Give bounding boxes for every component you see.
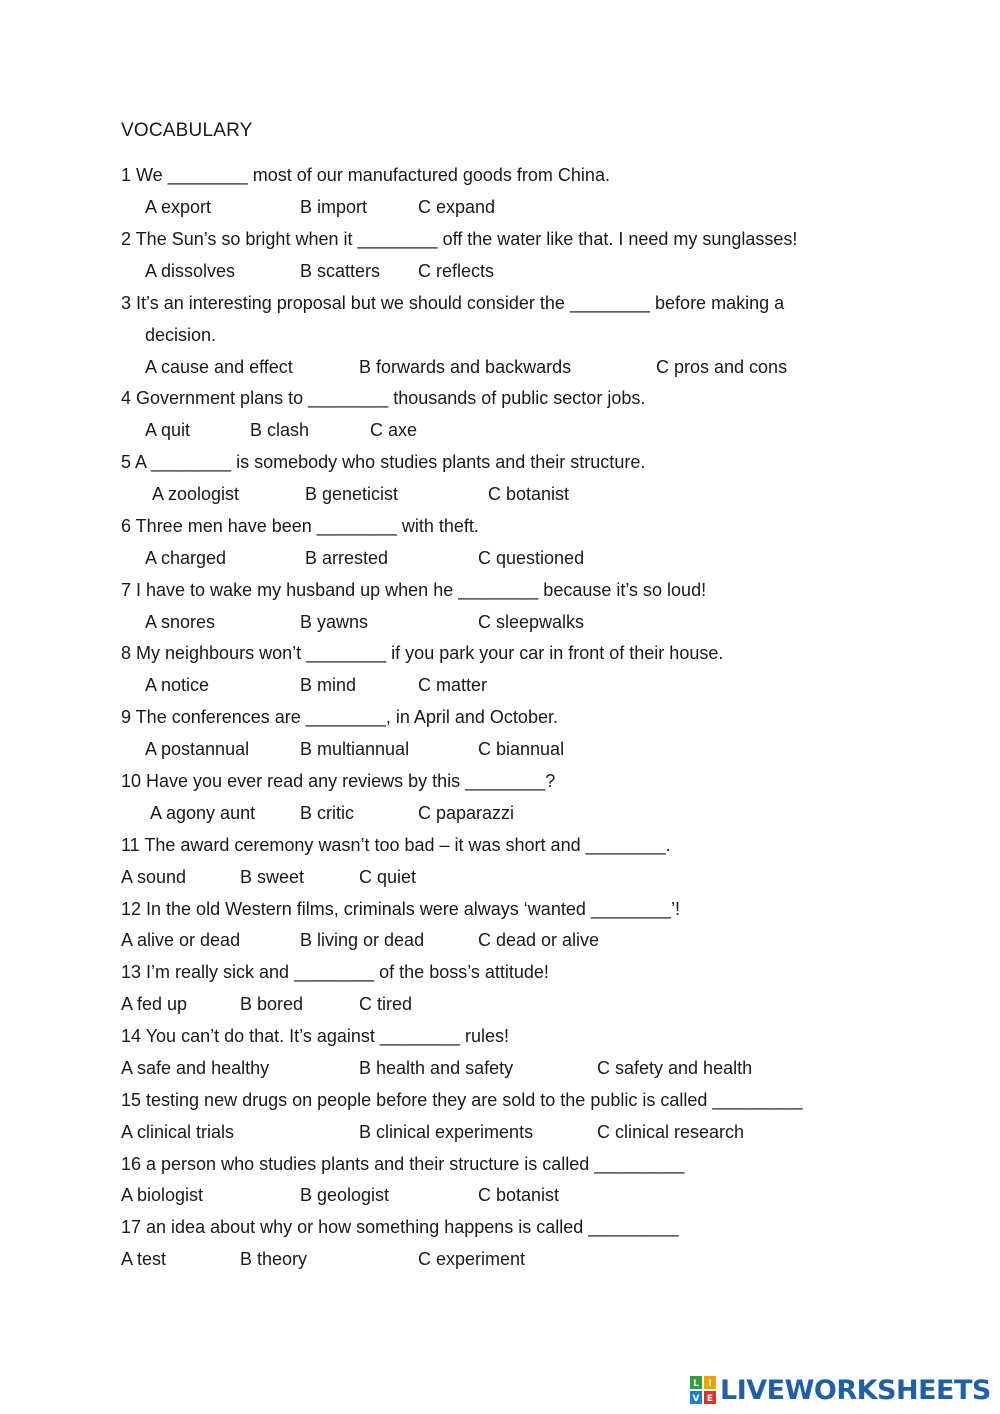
q8-option-b: B mind: [300, 675, 357, 695]
q17-option-c: C experiment: [418, 1249, 526, 1269]
q8-option-c: C matter: [418, 675, 488, 695]
q12-option-a: A alive or dead: [121, 930, 241, 950]
q1-option-a: A export: [145, 197, 212, 217]
q14-option-c: C safety and health: [597, 1058, 753, 1078]
question-15: 15 testing new drugs on people before they are sold to the public is called _________: [121, 1090, 803, 1110]
q13-option-b: B bored: [240, 994, 304, 1014]
q4-option-a: A quit: [145, 420, 191, 440]
q5-option-a: A zoologist: [152, 484, 240, 504]
question-6: 6 Three men have been ________ with theft.: [121, 516, 479, 536]
q2-option-a: A dissolves: [145, 261, 236, 281]
q6-option-b: B arrested: [305, 548, 389, 568]
q5-option-b: B geneticist: [305, 484, 399, 504]
q16-option-b: B geologist: [300, 1185, 390, 1205]
q9-option-c: C biannual: [478, 739, 565, 759]
q17-option-b: B theory: [240, 1249, 308, 1269]
liveworksheets-logo: [690, 1374, 991, 1406]
question-4: 4 Government plans to ________ thousands of public sector jobs.: [121, 388, 646, 408]
q11-option-c: C quiet: [359, 867, 417, 887]
q12-option-b: B living or dead: [300, 930, 425, 950]
q8-option-a: A notice: [145, 675, 210, 695]
q2-option-b: B scatters: [300, 261, 381, 281]
svg-text:I: I: [708, 1379, 712, 1389]
q14-option-b: B health and safety: [359, 1058, 514, 1078]
q10-option-a: A agony aunt: [150, 803, 256, 823]
q11-option-b: B sweet: [240, 867, 305, 887]
q13-option-c: C tired: [359, 994, 413, 1014]
q10-option-b: B critic: [300, 803, 354, 823]
liveworksheets-logo-icon: [690, 1376, 716, 1404]
q1-option-b: B import: [300, 197, 368, 217]
q9-option-a: A postannual: [145, 739, 250, 759]
q6-option-a: A charged: [145, 548, 227, 568]
question-9: 9 The conferences are ________, in April and October.: [121, 707, 558, 727]
question-2: 2 The Sun’s so bright when it ________ off the water like that. I need my sunglasses!: [121, 229, 798, 249]
q10-option-c: C paparazzi: [418, 803, 515, 823]
question-10: 10 Have you ever read any reviews by this ________?: [121, 771, 556, 791]
q16-option-a: A biologist: [121, 1185, 204, 1205]
question-12: 12 In the old Western films, criminals were always ‘wanted ________’!: [121, 899, 680, 919]
q3-option-c: C pros and cons: [656, 357, 788, 377]
question-7: 7 I have to wake my husband up when he ________ because it’s so loud!: [121, 580, 707, 600]
question-17: 17 an idea about why or how something happens is called _________: [121, 1217, 679, 1237]
question-8: 8 My neighbours won’t ________ if you park your car in front of their house.: [121, 643, 724, 663]
q4-option-b: B clash: [250, 420, 310, 440]
q5-option-c: C botanist: [488, 484, 570, 504]
svg-text:V: V: [692, 1394, 700, 1404]
question-3: 3 It’s an interesting proposal but we should consider the ________ before making a: [121, 293, 785, 313]
question-13: 13 I’m really sick and ________ of the boss’s attitude!: [121, 962, 549, 982]
svg-text:E: E: [706, 1394, 714, 1404]
q16-option-c: C botanist: [478, 1185, 560, 1205]
q13-option-a: A fed up: [121, 994, 188, 1014]
q12-option-c: C dead or alive: [478, 930, 600, 950]
q2-option-c: C reflects: [418, 261, 495, 281]
question-11: 11 The award ceremony wasn’t too bad – it was short and ________.: [121, 835, 671, 855]
question-3-continued: decision.: [145, 325, 217, 345]
q1-option-c: C expand: [418, 197, 496, 217]
q17-option-a: A test: [121, 1249, 167, 1269]
question-14: 14 You can’t do that. It’s against ________ rules!: [121, 1026, 509, 1046]
q15-option-c: C clinical research: [597, 1122, 745, 1142]
q11-option-a: A sound: [121, 867, 187, 887]
q9-option-b: B multiannual: [300, 739, 410, 759]
question-1: 1 We ________ most of our manufactured goods from China.: [121, 165, 610, 185]
svg-text:L: L: [693, 1379, 699, 1389]
liveworksheets-logo-text: LIVEWORKSHEETS: [720, 1374, 991, 1406]
q15-option-b: B clinical experiments: [359, 1122, 534, 1142]
q3-option-b: B forwards and backwards: [359, 357, 572, 377]
q7-option-c: C sleepwalks: [478, 612, 585, 632]
q7-option-b: B yawns: [300, 612, 369, 632]
q7-option-a: A snores: [145, 612, 216, 632]
q14-option-a: A safe and healthy: [121, 1058, 270, 1078]
question-16: 16 a person who studies plants and their structure is called _________: [121, 1154, 685, 1174]
q15-option-a: A clinical trials: [121, 1122, 235, 1142]
q3-option-a: A cause and effect: [145, 357, 293, 377]
question-5: 5 A ________ is somebody who studies plants and their structure.: [121, 452, 646, 472]
q4-option-c: C axe: [370, 420, 418, 440]
q6-option-c: C questioned: [478, 548, 585, 568]
page-title: VOCABULARY: [121, 120, 253, 141]
